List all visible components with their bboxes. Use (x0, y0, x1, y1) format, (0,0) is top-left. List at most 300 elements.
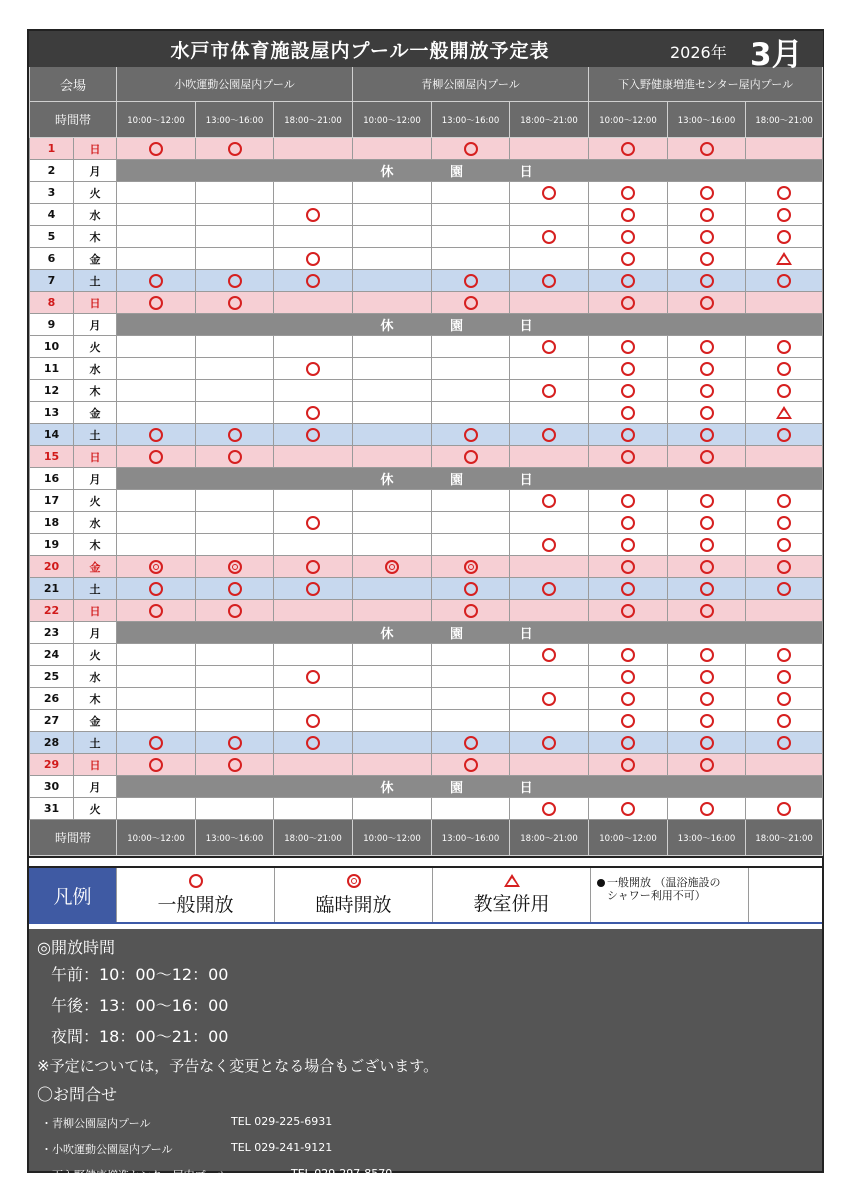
circle-mark-icon (306, 428, 320, 442)
circle-mark-icon (777, 494, 791, 508)
day-number: 4 (30, 204, 74, 226)
schedule-cell (432, 666, 510, 688)
schedule-cell (510, 292, 589, 314)
schedule-cell (274, 358, 353, 380)
timeslot-label: 10:00～12:00 (353, 102, 432, 138)
circle-mark-icon (700, 384, 714, 398)
circle-mark-icon (700, 252, 714, 266)
circle-mark-icon (700, 560, 714, 574)
schedule-cell (746, 358, 823, 380)
schedule-cell (117, 490, 196, 512)
double-circle-mark-icon (347, 874, 361, 888)
schedule-cell (432, 578, 510, 600)
schedule-cell (510, 182, 589, 204)
schedule-cell (668, 380, 746, 402)
weekday: 水 (74, 512, 117, 534)
day-row (30, 182, 823, 204)
schedule-cell (432, 248, 510, 270)
schedule-cell (117, 446, 196, 468)
schedule-cell (589, 292, 668, 314)
circle-mark-icon (700, 186, 714, 200)
circle-mark-icon (700, 670, 714, 684)
day-number: 21 (30, 578, 74, 600)
schedule-cell (196, 358, 274, 380)
contact-name: ・青柳公園屋内プール (41, 1117, 151, 1130)
schedule-cell (746, 754, 823, 776)
schedule-cell (589, 556, 668, 578)
schedule-cell (274, 490, 353, 512)
day-number: 29 (30, 754, 74, 776)
schedule-cell (746, 710, 823, 732)
day-row (30, 688, 823, 710)
circle-mark-icon (777, 538, 791, 552)
schedule-cell (510, 380, 589, 402)
day-number: 1 (30, 138, 74, 160)
schedule-cell (589, 380, 668, 402)
circle-mark-icon (777, 186, 791, 200)
circle-mark-icon (777, 560, 791, 574)
closed-day-label: 休 園 日 (117, 622, 823, 644)
circle-mark-icon (228, 758, 242, 772)
circle-mark-icon (306, 252, 320, 266)
title-row (30, 32, 823, 67)
circle-mark-icon (621, 560, 635, 574)
contact-aoyagi (41, 1115, 814, 1131)
schedule-cell (274, 732, 353, 754)
schedule-cell (432, 688, 510, 710)
schedule-cell (668, 600, 746, 622)
schedule-cell (746, 226, 823, 248)
schedule-cell (274, 292, 353, 314)
circle-mark-icon (777, 362, 791, 376)
weekday: 火 (74, 644, 117, 666)
closed-day-label: 休 園 日 (117, 314, 823, 336)
schedule-cell (432, 512, 510, 534)
schedule-cell (510, 754, 589, 776)
weekday: 木 (74, 380, 117, 402)
day-row (30, 556, 823, 578)
schedule-cell (589, 754, 668, 776)
schedule-cell (196, 226, 274, 248)
schedule-cell (353, 534, 432, 556)
schedule-table (29, 31, 823, 856)
timeslot-label: 18:00～21:00 (746, 820, 823, 856)
schedule-cell (117, 380, 196, 402)
schedule-cell (432, 138, 510, 160)
day-row (30, 490, 823, 512)
weekday: 火 (74, 182, 117, 204)
circle-mark-icon (464, 274, 478, 288)
circle-mark-icon (621, 208, 635, 222)
double-circle-mark-icon (385, 560, 399, 574)
day-row (30, 314, 823, 336)
timeband-label: 時間帯 (30, 102, 117, 138)
weekday: 金 (74, 556, 117, 578)
schedule-cell (274, 380, 353, 402)
circle-mark-icon (621, 582, 635, 596)
day-row (30, 754, 823, 776)
day-number: 14 (30, 424, 74, 446)
schedule-cell (117, 402, 196, 424)
legend-empty-cell (748, 868, 822, 922)
weekday: 月 (74, 160, 117, 182)
schedule-cell (196, 182, 274, 204)
schedule-cell (353, 182, 432, 204)
schedule-cell (196, 490, 274, 512)
day-number: 3 (30, 182, 74, 204)
schedule-cell (274, 226, 353, 248)
circle-mark-icon (149, 274, 163, 288)
schedule-cell (117, 204, 196, 226)
schedule-cell (274, 710, 353, 732)
schedule-cell (117, 424, 196, 446)
circle-mark-icon (777, 736, 791, 750)
circle-mark-icon (542, 274, 556, 288)
schedule-cell (196, 644, 274, 666)
schedule-cell (510, 512, 589, 534)
circle-mark-icon (621, 604, 635, 618)
schedule-cell (353, 798, 432, 820)
timeslot-label: 10:00～12:00 (353, 820, 432, 856)
circle-mark-icon (228, 450, 242, 464)
circle-mark-icon (306, 670, 320, 684)
day-row (30, 710, 823, 732)
schedule-cell (589, 336, 668, 358)
circle-mark-icon (542, 692, 556, 706)
circle-mark-icon (621, 538, 635, 552)
day-number: 7 (30, 270, 74, 292)
timeslot-label: 13:00～16:00 (432, 820, 510, 856)
circle-mark-icon (306, 736, 320, 750)
schedule-cell (668, 490, 746, 512)
circle-mark-icon (621, 516, 635, 530)
schedule-cell (117, 644, 196, 666)
schedule-cell (668, 424, 746, 446)
schedule-cell (668, 182, 746, 204)
schedule-cell (432, 534, 510, 556)
weekday: 日 (74, 446, 117, 468)
circle-mark-icon (542, 230, 556, 244)
schedule-cell (746, 204, 823, 226)
schedule-cell (117, 732, 196, 754)
schedule-cell (589, 798, 668, 820)
schedule-cell (432, 292, 510, 314)
venue-kobuki: 小吹運動公園屋内プール (117, 67, 353, 102)
circle-mark-icon (464, 450, 478, 464)
day-number: 13 (30, 402, 74, 424)
day-row (30, 512, 823, 534)
schedule-cell (274, 534, 353, 556)
weekday: 月 (74, 468, 117, 490)
schedule-cell (746, 248, 823, 270)
circle-mark-icon (228, 274, 242, 288)
schedule-cell (668, 204, 746, 226)
weekday: 木 (74, 226, 117, 248)
circle-mark-icon (306, 208, 320, 222)
double-circle-mark-icon (228, 560, 242, 574)
circle-mark-icon (228, 296, 242, 310)
circle-mark-icon (306, 274, 320, 288)
schedule-cell (274, 644, 353, 666)
schedule-cell (510, 204, 589, 226)
circle-mark-icon (464, 736, 478, 750)
schedule-cell (589, 600, 668, 622)
schedule-cell (196, 732, 274, 754)
day-row (30, 402, 823, 424)
schedule-cell (589, 248, 668, 270)
bullet-icon (597, 879, 605, 887)
day-row (30, 358, 823, 380)
weekday: 土 (74, 578, 117, 600)
schedule-cell (196, 248, 274, 270)
schedule-cell (196, 446, 274, 468)
day-row (30, 380, 823, 402)
schedule-cell (353, 732, 432, 754)
timeband-footer-row (30, 820, 823, 856)
triangle-mark-icon (504, 874, 520, 887)
contact-shimoirino (41, 1167, 814, 1183)
timeslot-label: 13:00～16:00 (196, 102, 274, 138)
circle-mark-icon (464, 582, 478, 596)
circle-mark-icon (621, 142, 635, 156)
hours-evening: 夜間：18：00～21：00 (51, 1027, 229, 1046)
schedule-cell (510, 798, 589, 820)
circle-mark-icon (189, 874, 203, 888)
schedule-cell (117, 600, 196, 622)
day-number: 22 (30, 600, 74, 622)
day-number: 18 (30, 512, 74, 534)
schedule-cell (746, 270, 823, 292)
schedule-cell (510, 490, 589, 512)
schedule-cell (274, 248, 353, 270)
weekday: 木 (74, 534, 117, 556)
legend-note-line2: シャワー利用不可） (607, 889, 706, 902)
schedule-cell (432, 754, 510, 776)
circle-mark-icon (542, 186, 556, 200)
schedule-cell (117, 512, 196, 534)
hours-afternoon: 午後：13：00～16：00 (51, 996, 229, 1015)
day-row (30, 798, 823, 820)
schedule-cell (353, 248, 432, 270)
circle-mark-icon (542, 538, 556, 552)
schedule-cell (432, 600, 510, 622)
circle-mark-icon (700, 758, 714, 772)
timeband-header-row (30, 102, 823, 138)
circle-mark-icon (621, 692, 635, 706)
weekday: 土 (74, 424, 117, 446)
circle-mark-icon (306, 714, 320, 728)
schedule-cell (196, 138, 274, 160)
circle-mark-icon (700, 516, 714, 530)
schedule-cell (432, 644, 510, 666)
day-number: 10 (30, 336, 74, 358)
schedule-cell (432, 270, 510, 292)
schedule-cell (510, 138, 589, 160)
day-number: 23 (30, 622, 74, 644)
circle-mark-icon (621, 340, 635, 354)
weekday: 日 (74, 292, 117, 314)
schedule-cell (117, 226, 196, 248)
day-number: 11 (30, 358, 74, 380)
day-row (30, 600, 823, 622)
schedule-cell (746, 798, 823, 820)
schedule-cell (510, 336, 589, 358)
schedule-cell (432, 380, 510, 402)
schedule-cell (353, 490, 432, 512)
weekday: 金 (74, 402, 117, 424)
day-number: 8 (30, 292, 74, 314)
timeslot-label: 13:00～16:00 (196, 820, 274, 856)
day-number: 20 (30, 556, 74, 578)
weekday: 金 (74, 710, 117, 732)
schedule-cell (510, 402, 589, 424)
schedule-cell (196, 688, 274, 710)
day-row (30, 622, 823, 644)
circle-mark-icon (149, 736, 163, 750)
day-number: 24 (30, 644, 74, 666)
circle-mark-icon (149, 428, 163, 442)
schedule-cell (510, 534, 589, 556)
timeslot-label: 18:00～21:00 (274, 102, 353, 138)
schedule-cell (746, 424, 823, 446)
schedule-cell (746, 644, 823, 666)
circle-mark-icon (464, 296, 478, 310)
venue-label: 会場 (30, 67, 117, 102)
day-number: 12 (30, 380, 74, 402)
schedule-cell (589, 578, 668, 600)
schedule-cell (432, 732, 510, 754)
schedule-cell (589, 226, 668, 248)
schedule-cell (746, 578, 823, 600)
day-row (30, 292, 823, 314)
circle-mark-icon (149, 758, 163, 772)
schedule-cell (196, 270, 274, 292)
schedule-cell (510, 666, 589, 688)
circle-mark-icon (700, 802, 714, 816)
circle-mark-icon (149, 296, 163, 310)
weekday: 水 (74, 204, 117, 226)
circle-mark-icon (700, 538, 714, 552)
circle-mark-icon (542, 384, 556, 398)
circle-mark-icon (777, 230, 791, 244)
circle-mark-icon (700, 340, 714, 354)
circle-mark-icon (621, 384, 635, 398)
schedule-cell (353, 688, 432, 710)
schedule-cell (353, 754, 432, 776)
circle-mark-icon (621, 362, 635, 376)
circle-mark-icon (777, 802, 791, 816)
legend-note-line1: 一般開放 （温浴施設の (607, 876, 721, 889)
spacer (29, 856, 822, 866)
schedule-cell (510, 270, 589, 292)
schedule-cell (353, 402, 432, 424)
schedule-cell (117, 336, 196, 358)
circle-mark-icon (542, 582, 556, 596)
schedule-cell (274, 402, 353, 424)
day-number: 16 (30, 468, 74, 490)
hours-morning: 午前：10：00～12：00 (51, 965, 229, 984)
day-row (30, 578, 823, 600)
closed-day-label: 休 園 日 (117, 776, 823, 798)
schedule-cell (746, 446, 823, 468)
schedule-cell (353, 138, 432, 160)
day-row (30, 204, 823, 226)
legend-item-note (590, 868, 748, 922)
schedule-cell (432, 446, 510, 468)
day-row (30, 446, 823, 468)
schedule-cell (668, 358, 746, 380)
circle-mark-icon (621, 670, 635, 684)
schedule-cell (510, 710, 589, 732)
day-number: 26 (30, 688, 74, 710)
day-number: 15 (30, 446, 74, 468)
circle-mark-icon (777, 340, 791, 354)
schedule-cell (668, 534, 746, 556)
circle-mark-icon (464, 428, 478, 442)
schedule-cell (668, 710, 746, 732)
weekday: 月 (74, 622, 117, 644)
schedule-cell (510, 226, 589, 248)
schedule-cell (510, 248, 589, 270)
day-number: 5 (30, 226, 74, 248)
contact-name: ・小吹運動公園屋内プール (41, 1143, 173, 1156)
schedule-cell (196, 204, 274, 226)
schedule-cell (510, 600, 589, 622)
schedule-cell (353, 578, 432, 600)
schedule-cell (117, 138, 196, 160)
hours-title: ◎開放時間 (37, 938, 115, 957)
schedule-cell (589, 204, 668, 226)
circle-mark-icon (621, 186, 635, 200)
schedule-cell (353, 358, 432, 380)
weekday: 火 (74, 336, 117, 358)
venue-shimoirino: 下入野健康増進センター屋内プール (589, 67, 823, 102)
notes-panel (29, 929, 822, 1182)
schedule-cell (353, 336, 432, 358)
circle-mark-icon (621, 274, 635, 288)
circle-mark-icon (777, 648, 791, 662)
day-number: 28 (30, 732, 74, 754)
schedule-cell (196, 798, 274, 820)
schedule-cell (432, 798, 510, 820)
schedule-cell (117, 556, 196, 578)
schedule-cell (274, 204, 353, 226)
schedule-cell (668, 336, 746, 358)
day-row (30, 644, 823, 666)
circle-mark-icon (149, 450, 163, 464)
schedule-cell (589, 446, 668, 468)
circle-mark-icon (149, 582, 163, 596)
legend-label: 臨時開放 (315, 893, 392, 916)
circle-mark-icon (700, 692, 714, 706)
schedule-cell (196, 336, 274, 358)
day-row (30, 248, 823, 270)
schedule-cell (668, 248, 746, 270)
circle-mark-icon (777, 582, 791, 596)
schedule-cell (117, 270, 196, 292)
schedule-cell (353, 204, 432, 226)
schedule-cell (196, 292, 274, 314)
schedule-cell (117, 292, 196, 314)
day-row (30, 226, 823, 248)
weekday: 月 (74, 776, 117, 798)
schedule-cell (510, 732, 589, 754)
circle-mark-icon (700, 604, 714, 618)
schedule-cell (432, 402, 510, 424)
legend-item-temporary (274, 868, 432, 922)
schedule-cell (589, 688, 668, 710)
day-number: 17 (30, 490, 74, 512)
